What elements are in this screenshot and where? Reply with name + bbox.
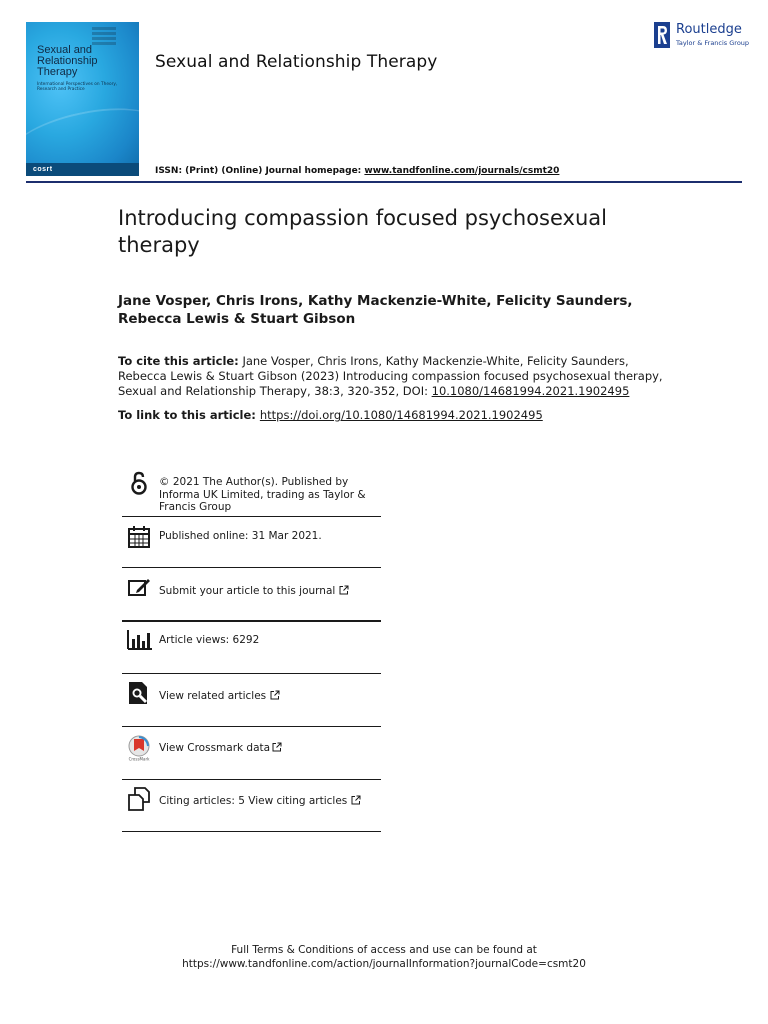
footer [0,943,768,971]
cover-decoration [92,27,132,47]
cover-subtitle: International Perspectives on Theory, Research and Practice [37,82,118,92]
article-doi-link[interactable]: https://doi.org/10.1080/14681994.2021.1902495 [259,408,543,422]
divider [122,779,381,780]
cover-logo: cosrt [33,166,53,173]
citing-articles-link[interactable] [159,795,384,808]
cite-doi-link[interactable]: 10.1080/14681994.2021.1902495 [431,384,630,398]
submit-article-link[interactable] [159,585,384,598]
cite-label: To cite this article: [118,354,239,368]
footer-terms: Full Terms & Conditions of access and use can be found at [231,944,537,956]
issn-label: ISSN: (Print) (Online) Journal homepage: [155,166,365,176]
routledge-icon [654,22,670,48]
article-link [118,408,678,423]
journal-cover[interactable] [26,22,139,176]
related-articles-label: View related articles [159,690,267,702]
bar-chart-icon [126,627,152,653]
open-access-icon [126,470,152,496]
calendar-icon [126,524,152,550]
footer-terms-url[interactable]: https://www.tandfonline.com/action/journalInformation?journalCode=csmt20 [182,958,586,970]
article-views: Article views: 6292 [159,634,260,646]
crossmark-icon [126,735,152,761]
journal-title: Sexual and Relationship Therapy [155,52,438,72]
article-title: Introducing compassion focused psychosexual therapy [118,206,607,257]
crossmark-label: View Crossmark data [159,742,271,754]
open-access-text: © 2021 The Author(s). Published by Informa UK Limited, trading as Taylor & Francis Group [159,476,366,513]
journal-homepage-link[interactable]: www.tandfonline.com/journals/csmt20 [364,166,560,176]
publisher-subtitle: Taylor & Francis Group [676,39,750,47]
divider [122,620,381,622]
divider [122,516,381,517]
edit-icon [126,575,152,601]
cover-title: Sexual and Relationship Therapy [37,44,98,78]
link-label: To link to this article: [118,408,260,422]
published-date: Published online: 31 Mar 2021. [159,530,322,542]
related-search-icon [126,680,152,706]
divider [122,673,381,674]
citation [118,354,678,399]
article-authors: Jane Vosper, Chris Irons, Kathy Mackenzie-White, Felicity Saunders, Rebecca Lewis & Stuart Gibson [118,293,633,327]
external-link-icon [339,585,349,595]
cite-text: Jane Vosper, Chris Irons, Kathy Mackenzie-White, Felicity Saunders, Rebecca Lewis & Stuart Gibson (2023) Introducing compassion focused psychosexual therapy, Sexual and Relationship Therapy, 38:3, 320-352, DOI: [118,354,663,398]
submit-article-label: Submit your article to this journal [159,585,336,597]
citing-articles-label: Citing articles: 5 View citing articles [159,795,348,807]
article-info-panel [122,468,381,838]
publisher-name: Routledge [676,22,742,37]
divider [122,831,381,832]
related-articles-link[interactable] [159,690,384,703]
crossmark-link[interactable] [159,742,384,755]
external-link-icon [272,742,282,752]
header-rule [26,181,742,183]
external-link-icon [351,795,361,805]
citing-articles-icon [126,786,152,812]
svg-text:CrossMark: CrossMark [128,756,150,761]
issn-line [155,166,559,176]
divider [122,726,381,727]
divider [122,567,381,568]
external-link-icon [270,690,280,700]
